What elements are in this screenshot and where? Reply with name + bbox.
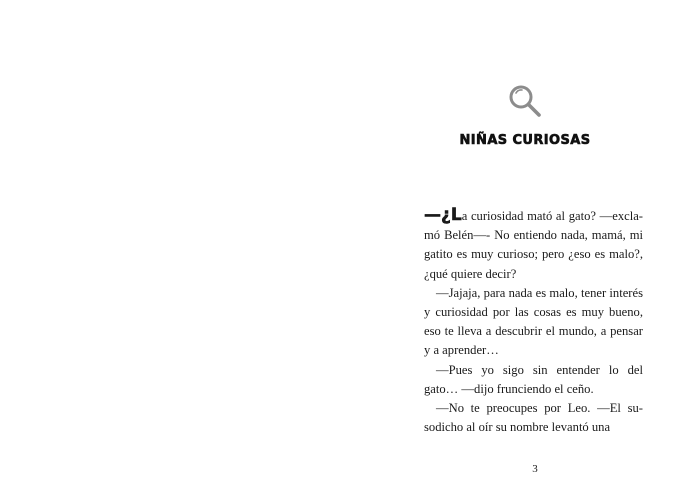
paragraph-1	[424, 206, 643, 284]
paragraph-1-text: a curiosidad mató al gato? —exclamó Belén—- No entiendo nada, mamá, mi gatito es muy curioso; pero ¿eso es malo?, ¿qué quiere decir?	[424, 209, 643, 281]
magnifying-glass-icon	[507, 83, 543, 119]
paragraph-3: —Pues yo sigo sin entender lo del gato… —dijo frunciendo el ceño.	[424, 362, 643, 396]
paragraph-4: —No te preocupes por Leo. —El susodicho al oír su nombre levantó una	[424, 401, 643, 435]
paragraph-2: —Jajaja, para nada es malo, tener interés y curiosidad por las cosas es muy bueno, eso te lleva a descubrir el mundo, a pensar y a aprender…	[424, 285, 643, 358]
drop-cap: —¿L	[424, 205, 462, 225]
chapter-title: NIÑAS CURIOSAS	[459, 133, 591, 148]
page-number: 3	[532, 463, 538, 475]
chapter-body	[424, 206, 643, 437]
